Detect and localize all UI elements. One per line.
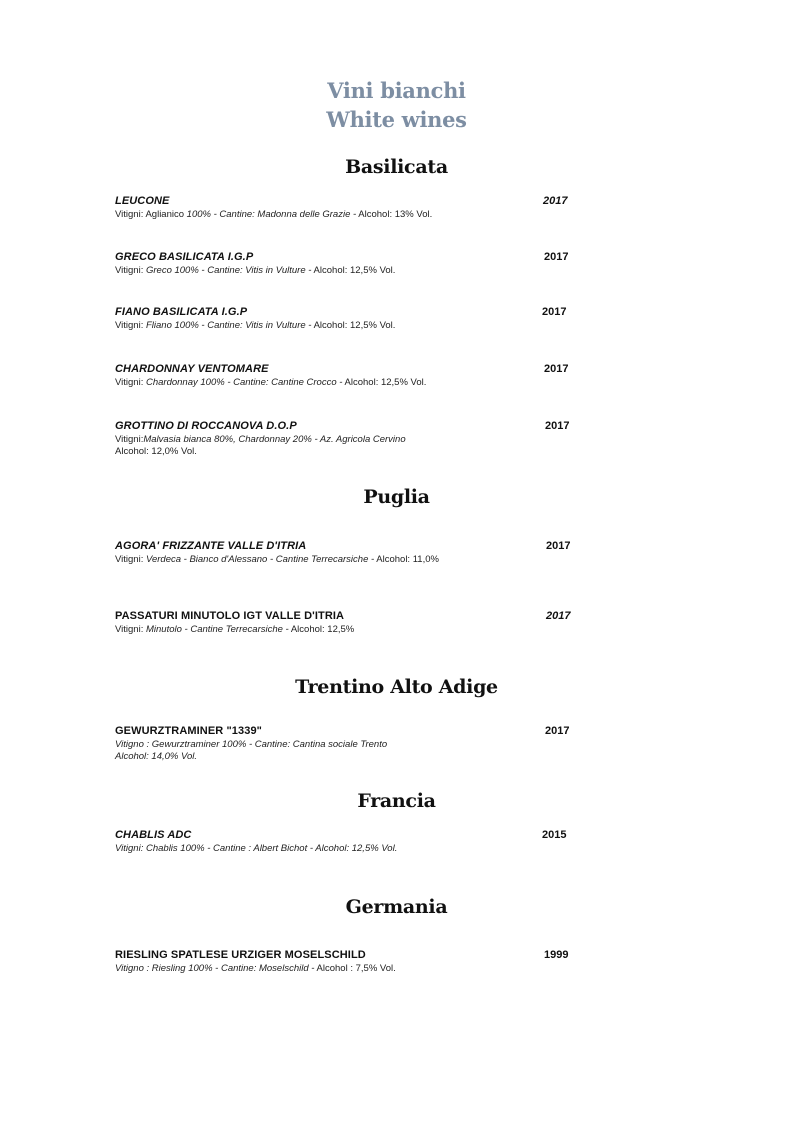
wine-year: 2017: [545, 725, 570, 737]
region-heading-trentino: Trentino Alto Adige: [295, 676, 498, 698]
wine-description: Vitigni: Aglianico 100% - Cantine: Madonna delle Grazie - Alcohol: 13% Vol.: [115, 209, 433, 220]
wine-name: GEWURZTRAMINER "1339": [115, 725, 262, 737]
wine-description: Vitigni:Malvasia bianca 80%, Chardonnay 20% - Az. Agricola Cervino Alcohol: 12,0% Vol.: [115, 434, 406, 457]
wine-entry-greco: [115, 251, 585, 277]
wine-entry-gewurztraminer: [115, 725, 585, 763]
wine-description: Vitigni: Greco 100% - Cantine: Vitis in Vulture - Alcohol: 12,5% Vol.: [115, 265, 396, 276]
region-heading-francia: Francia: [357, 790, 436, 812]
wine-name: AGORA' FRIZZANTE VALLE D'ITRIA: [115, 540, 307, 552]
wine-description: Vitigni: Fliano 100% - Cantine: Vitis in Vulture - Alcohol: 12,5% Vol.: [115, 320, 396, 331]
wine-name: GROTTINO DI ROCCANOVA D.O.P: [115, 420, 297, 432]
region-heading-basilicata: Basilicata: [345, 156, 448, 178]
wine-name: RIESLING SPATLESE URZIGER MOSELSCHILD: [115, 949, 366, 961]
wine-name: CHABLIS ADC: [115, 829, 192, 841]
wine-entry-chablis: [115, 829, 585, 855]
wine-entry-fiano: [115, 306, 585, 332]
wine-year: 2017: [543, 195, 568, 207]
wine-entry-agora: [115, 540, 585, 566]
wine-name: LEUCONE: [115, 195, 170, 207]
wine-name: CHARDONNAY VENTOMARE: [115, 363, 269, 375]
region-heading-puglia: Puglia: [363, 486, 430, 508]
wine-entry-grottino: [115, 420, 585, 458]
page-title: [0, 76, 793, 134]
wine-year: 2017: [542, 306, 567, 318]
wine-description: Vitigni: Chablis 100% - Cantine : Albert Bichot - Alcohol: 12,5% Vol.: [115, 843, 398, 854]
wine-description: Vitigni: Minutolo - Cantine Terrecarsiche - Alcohol: 12,5%: [115, 624, 355, 635]
wine-description: Vitigno : Gewurztraminer 100% - Cantine: Cantina sociale Trento Alcohol: 14,0% Vol.: [115, 739, 388, 762]
wine-year: 2017: [544, 363, 569, 375]
wine-year: 2017: [544, 251, 569, 263]
wine-year: 2017: [546, 540, 571, 552]
region-heading-germania: Germania: [345, 896, 448, 918]
wine-entry-riesling: [115, 949, 585, 975]
title-line-italian: Vini bianchi: [327, 78, 466, 103]
wine-description: Vitigni: Chardonnay 100% - Cantine: Cantine Crocco - Alcohol: 12,5% Vol.: [115, 377, 427, 388]
title-line-english: White wines: [326, 107, 467, 132]
wine-name: PASSATURI MINUTOLO IGT VALLE D'ITRIA: [115, 610, 345, 622]
wine-name: FIANO BASILICATA I.G.P: [115, 306, 248, 318]
wine-year: 2017: [546, 610, 571, 622]
wine-entry-passaturi: [115, 610, 585, 636]
wine-name: GRECO BASILICATA I.G.P: [115, 251, 254, 263]
wine-year: 1999: [544, 949, 569, 961]
wine-description: Vitigni: Verdeca - Bianco d'Alessano - Cantine Terrecarsiche - Alcohol: 11,0%: [115, 554, 439, 565]
wine-year: 2015: [542, 829, 567, 841]
wine-entry-chardonnay: [115, 363, 585, 389]
wine-entry-leucone: [115, 195, 585, 221]
wine-description: Vitigno : Riesling 100% - Cantine: Moselschild - Alcohol : 7,5% Vol.: [115, 963, 396, 974]
wine-year: 2017: [545, 420, 570, 432]
